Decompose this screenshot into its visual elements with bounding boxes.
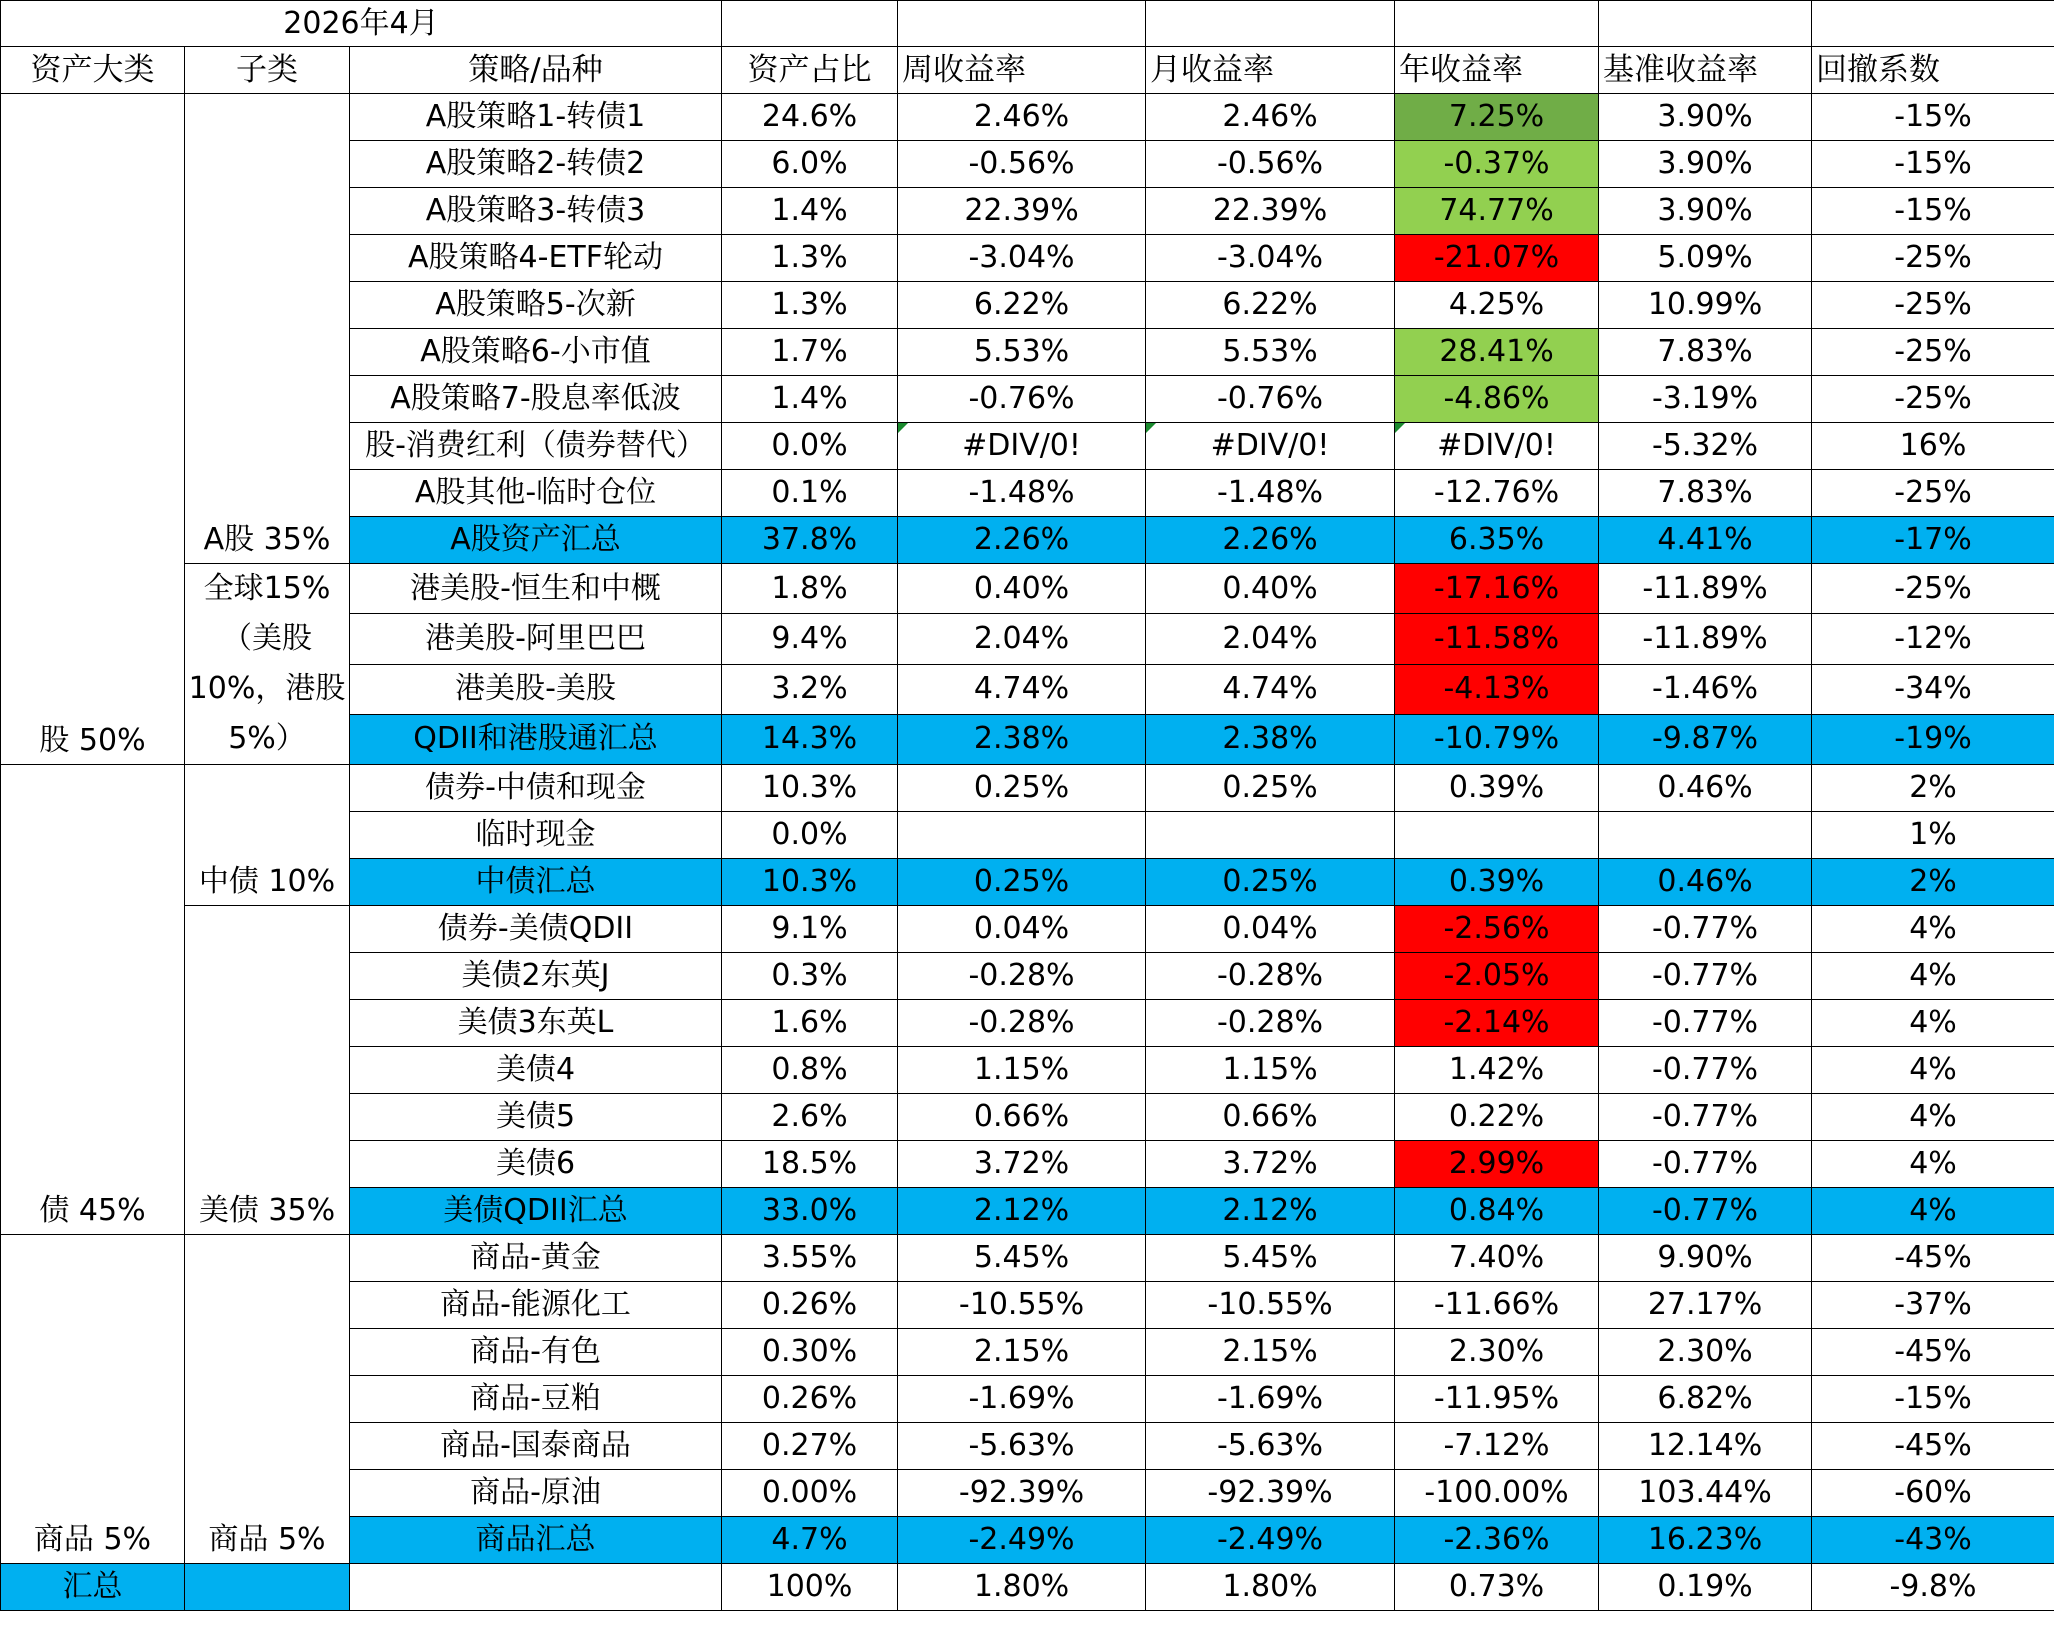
benchmark-return[interactable]: 16.23% — [1599, 1517, 1812, 1564]
benchmark-return[interactable]: 9.90% — [1599, 1235, 1812, 1282]
column-header[interactable]: 资产占比 — [722, 47, 898, 94]
strategy-name[interactable]: 股-消费红利（债券替代） — [350, 423, 722, 470]
table-row — [1, 1235, 2054, 1282]
annual-return[interactable] — [1395, 812, 1599, 859]
weekly-return[interactable]: -0.56% — [898, 141, 1146, 188]
annual-return[interactable]: -7.12% — [1395, 1423, 1599, 1470]
benchmark-return[interactable]: -0.77% — [1599, 1000, 1812, 1047]
benchmark-return[interactable]: 7.83% — [1599, 329, 1812, 376]
column-header[interactable]: 年收益率 — [1395, 47, 1599, 94]
monthly-return[interactable]: 2.04% — [1146, 614, 1395, 664]
strategy-name[interactable]: 美债6 — [350, 1141, 722, 1188]
weekly-return[interactable]: 4.74% — [898, 664, 1146, 714]
annual-return[interactable]: -21.07% — [1395, 235, 1599, 282]
table-row — [1, 94, 2054, 141]
asset-share[interactable]: 14.3% — [722, 714, 898, 764]
table-row — [1, 765, 2054, 812]
benchmark-return[interactable]: -5.32% — [1599, 423, 1812, 470]
subclass-cn-bond[interactable]: 中债 10% — [185, 765, 350, 906]
table-row — [1, 564, 2054, 614]
monthly-return[interactable]: 5.45% — [1146, 1235, 1395, 1282]
asset-share[interactable]: 33.0% — [722, 1188, 898, 1235]
subclass-global[interactable]: 全球15%（美股10%，港股5%） — [185, 564, 350, 765]
strategy-name[interactable]: A股策略5-次新 — [350, 282, 722, 329]
weekly-return[interactable]: 2.38% — [898, 714, 1146, 764]
annual-return[interactable]: -4.86% — [1395, 376, 1599, 423]
annual-return[interactable]: -0.37% — [1395, 141, 1599, 188]
drawdown-factor[interactable]: 4% — [1812, 1141, 2054, 1188]
asset-share[interactable]: 0.1% — [722, 470, 898, 517]
blank-cell[interactable] — [1599, 1, 1812, 47]
strategy-name[interactable]: A股资产汇总 — [350, 517, 722, 564]
monthly-return[interactable]: -0.56% — [1146, 141, 1395, 188]
annual-return[interactable]: -17.16% — [1395, 564, 1599, 614]
benchmark-return[interactable]: 2.30% — [1599, 1329, 1812, 1376]
weekly-return[interactable] — [898, 812, 1146, 859]
benchmark-return[interactable]: 0.46% — [1599, 765, 1812, 812]
asset-share[interactable]: 1.4% — [722, 376, 898, 423]
drawdown-factor[interactable]: -45% — [1812, 1235, 2054, 1282]
strategy-name[interactable]: 商品-能源化工 — [350, 1282, 722, 1329]
weekly-return[interactable]: 2.15% — [898, 1329, 1146, 1376]
asset-share[interactable]: 1.8% — [722, 564, 898, 614]
monthly-return[interactable] — [1146, 812, 1395, 859]
weekly-return[interactable]: 0.40% — [898, 564, 1146, 614]
annual-return[interactable]: -10.79% — [1395, 714, 1599, 764]
strategy-name[interactable]: 港美股-恒生和中概 — [350, 564, 722, 614]
weekly-return[interactable]: 2.26% — [898, 517, 1146, 564]
strategy-name[interactable]: 港美股-美股 — [350, 664, 722, 714]
benchmark-return[interactable]: -0.77% — [1599, 1094, 1812, 1141]
asset-share[interactable]: 1.3% — [722, 235, 898, 282]
monthly-return[interactable]: 22.39% — [1146, 188, 1395, 235]
asset-share[interactable]: 0.0% — [722, 423, 898, 470]
strategy-name[interactable]: 美债4 — [350, 1047, 722, 1094]
drawdown-factor[interactable]: -25% — [1812, 235, 2054, 282]
asset-share[interactable]: 6.0% — [722, 141, 898, 188]
weekly-return[interactable]: -2.49% — [898, 1517, 1146, 1564]
monthly-return[interactable]: -0.28% — [1146, 953, 1395, 1000]
blank-cell[interactable] — [1812, 1, 2054, 47]
monthly-return[interactable]: 0.04% — [1146, 906, 1395, 953]
benchmark-return[interactable]: 3.90% — [1599, 94, 1812, 141]
drawdown-factor[interactable]: -25% — [1812, 329, 2054, 376]
drawdown-factor[interactable]: -19% — [1812, 714, 2054, 764]
asset-share[interactable]: 0.27% — [722, 1423, 898, 1470]
monthly-return[interactable]: 2.38% — [1146, 714, 1395, 764]
weekly-return[interactable]: -1.48% — [898, 470, 1146, 517]
drawdown-factor[interactable]: -37% — [1812, 1282, 2054, 1329]
weekly-return[interactable]: -0.28% — [898, 953, 1146, 1000]
weekly-return[interactable]: 5.53% — [898, 329, 1146, 376]
monthly-return[interactable]: 2.12% — [1146, 1188, 1395, 1235]
weekly-return[interactable]: -5.63% — [898, 1423, 1146, 1470]
benchmark-return[interactable]: 3.90% — [1599, 188, 1812, 235]
monthly-return[interactable]: #DIV/0! — [1146, 423, 1395, 470]
column-header[interactable]: 回撤系数 — [1812, 47, 2054, 94]
annual-return[interactable]: 0.84% — [1395, 1188, 1599, 1235]
monthly-return[interactable]: 0.40% — [1146, 564, 1395, 614]
benchmark-return[interactable]: -1.46% — [1599, 664, 1812, 714]
asset-share[interactable]: 1.7% — [722, 329, 898, 376]
strategy-name[interactable]: A股策略4-ETF轮动 — [350, 235, 722, 282]
weekly-return[interactable]: 3.72% — [898, 1141, 1146, 1188]
benchmark-return[interactable]: 6.82% — [1599, 1376, 1812, 1423]
annual-return[interactable]: 7.40% — [1395, 1235, 1599, 1282]
monthly-return[interactable]: -92.39% — [1146, 1470, 1395, 1517]
asset-share[interactable]: 0.26% — [722, 1376, 898, 1423]
annual-return[interactable]: 2.30% — [1395, 1329, 1599, 1376]
asset-share[interactable]: 37.8% — [722, 517, 898, 564]
asset-share[interactable]: 10.3% — [722, 859, 898, 906]
monthly-return[interactable]: -0.28% — [1146, 1000, 1395, 1047]
weekly-return[interactable]: 2.46% — [898, 94, 1146, 141]
asset-class-bond[interactable]: 债 45% — [1, 765, 185, 1235]
annual-return[interactable]: -11.58% — [1395, 614, 1599, 664]
total-benchmark-return[interactable]: 0.19% — [1599, 1564, 1812, 1611]
drawdown-factor[interactable]: -60% — [1812, 1470, 2054, 1517]
strategy-name[interactable]: A股策略7-股息率低波 — [350, 376, 722, 423]
asset-share[interactable]: 1.4% — [722, 188, 898, 235]
blank-cell[interactable] — [722, 1, 898, 47]
benchmark-return[interactable]: -11.89% — [1599, 564, 1812, 614]
blank-cell[interactable] — [898, 1, 1146, 47]
annual-return[interactable]: -2.14% — [1395, 1000, 1599, 1047]
strategy-name[interactable]: 美债QDII汇总 — [350, 1188, 722, 1235]
benchmark-return[interactable]: 0.46% — [1599, 859, 1812, 906]
column-header[interactable]: 资产大类 — [1, 47, 185, 94]
asset-share[interactable]: 1.3% — [722, 282, 898, 329]
monthly-return[interactable]: 0.25% — [1146, 859, 1395, 906]
drawdown-factor[interactable]: 4% — [1812, 1000, 2054, 1047]
benchmark-return[interactable]: -0.77% — [1599, 906, 1812, 953]
annual-return[interactable]: #DIV/0! — [1395, 423, 1599, 470]
strategy-name[interactable]: A股策略1-转债1 — [350, 94, 722, 141]
drawdown-factor[interactable]: 4% — [1812, 1188, 2054, 1235]
monthly-return[interactable]: 2.46% — [1146, 94, 1395, 141]
strategy-name[interactable]: 债券-中债和现金 — [350, 765, 722, 812]
strategy-name[interactable]: 商品-豆粕 — [350, 1376, 722, 1423]
annual-return[interactable]: -12.76% — [1395, 470, 1599, 517]
strategy-name[interactable]: 商品-国泰商品 — [350, 1423, 722, 1470]
drawdown-factor[interactable]: -12% — [1812, 614, 2054, 664]
drawdown-factor[interactable]: 4% — [1812, 1094, 2054, 1141]
blank-cell[interactable] — [350, 1564, 722, 1611]
drawdown-factor[interactable]: -25% — [1812, 564, 2054, 614]
annual-return[interactable]: 74.77% — [1395, 188, 1599, 235]
drawdown-factor[interactable]: -15% — [1812, 141, 2054, 188]
total-monthly-return[interactable]: 1.80% — [1146, 1564, 1395, 1611]
annual-return[interactable]: 1.42% — [1395, 1047, 1599, 1094]
annual-return[interactable]: 0.22% — [1395, 1094, 1599, 1141]
monthly-return[interactable]: -3.04% — [1146, 235, 1395, 282]
strategy-name[interactable]: 债券-美债QDII — [350, 906, 722, 953]
benchmark-return[interactable]: -0.77% — [1599, 1141, 1812, 1188]
column-header[interactable]: 周收益率 — [898, 47, 1146, 94]
annual-return[interactable]: -2.56% — [1395, 906, 1599, 953]
weekly-return[interactable]: 1.15% — [898, 1047, 1146, 1094]
monthly-return[interactable]: 3.72% — [1146, 1141, 1395, 1188]
benchmark-return[interactable]: -0.77% — [1599, 1188, 1812, 1235]
monthly-return[interactable]: -0.76% — [1146, 376, 1395, 423]
annual-return[interactable]: -2.05% — [1395, 953, 1599, 1000]
drawdown-factor[interactable]: -25% — [1812, 470, 2054, 517]
annual-return[interactable]: 4.25% — [1395, 282, 1599, 329]
weekly-return[interactable]: 2.04% — [898, 614, 1146, 664]
table-row — [1, 906, 2054, 953]
column-header[interactable]: 月收益率 — [1146, 47, 1395, 94]
annual-return[interactable]: 6.35% — [1395, 517, 1599, 564]
blank-cell[interactable] — [1395, 1, 1599, 47]
weekly-return[interactable]: 0.04% — [898, 906, 1146, 953]
drawdown-factor[interactable]: -25% — [1812, 282, 2054, 329]
benchmark-return[interactable]: -9.87% — [1599, 714, 1812, 764]
weekly-return[interactable]: -1.69% — [898, 1376, 1146, 1423]
weekly-return[interactable]: -0.28% — [898, 1000, 1146, 1047]
drawdown-factor[interactable]: 2% — [1812, 765, 2054, 812]
asset-share[interactable]: 18.5% — [722, 1141, 898, 1188]
asset-share[interactable]: 0.30% — [722, 1329, 898, 1376]
strategy-name[interactable]: A股策略3-转债3 — [350, 188, 722, 235]
asset-share[interactable]: 9.4% — [722, 614, 898, 664]
weekly-return[interactable]: 5.45% — [898, 1235, 1146, 1282]
annual-return[interactable]: -100.00% — [1395, 1470, 1599, 1517]
benchmark-return[interactable]: -0.77% — [1599, 953, 1812, 1000]
date-label[interactable]: 2026年4月 — [1, 1, 722, 47]
drawdown-factor[interactable]: -15% — [1812, 188, 2054, 235]
annual-return[interactable]: 28.41% — [1395, 329, 1599, 376]
drawdown-factor[interactable]: -43% — [1812, 1517, 2054, 1564]
strategy-name[interactable]: 商品-有色 — [350, 1329, 722, 1376]
monthly-return[interactable]: 2.15% — [1146, 1329, 1395, 1376]
monthly-return[interactable]: -10.55% — [1146, 1282, 1395, 1329]
monthly-return[interactable]: 2.26% — [1146, 517, 1395, 564]
drawdown-factor[interactable]: 1% — [1812, 812, 2054, 859]
asset-class-stock[interactable]: 股 50% — [1, 94, 185, 765]
monthly-return[interactable]: 5.53% — [1146, 329, 1395, 376]
weekly-return[interactable]: 0.25% — [898, 859, 1146, 906]
drawdown-factor[interactable]: 4% — [1812, 1047, 2054, 1094]
strategy-name[interactable]: 商品-黄金 — [350, 1235, 722, 1282]
drawdown-factor[interactable]: -25% — [1812, 376, 2054, 423]
asset-share[interactable]: 3.55% — [722, 1235, 898, 1282]
monthly-return[interactable]: -1.48% — [1146, 470, 1395, 517]
annual-return[interactable]: 2.99% — [1395, 1141, 1599, 1188]
weekly-return[interactable]: 0.66% — [898, 1094, 1146, 1141]
weekly-return[interactable]: 0.25% — [898, 765, 1146, 812]
blank-cell[interactable] — [1146, 1, 1395, 47]
drawdown-factor[interactable]: -45% — [1812, 1329, 2054, 1376]
total-label[interactable]: 汇总 — [1, 1564, 185, 1611]
drawdown-factor[interactable]: 4% — [1812, 953, 2054, 1000]
strategy-name[interactable]: 美债5 — [350, 1094, 722, 1141]
weekly-return[interactable]: -3.04% — [898, 235, 1146, 282]
drawdown-factor[interactable]: 4% — [1812, 906, 2054, 953]
asset-share[interactable]: 24.6% — [722, 94, 898, 141]
benchmark-return[interactable]: 4.41% — [1599, 517, 1812, 564]
benchmark-return[interactable]: 103.44% — [1599, 1470, 1812, 1517]
drawdown-factor[interactable]: -15% — [1812, 94, 2054, 141]
benchmark-return[interactable]: -3.19% — [1599, 376, 1812, 423]
drawdown-factor[interactable]: -45% — [1812, 1423, 2054, 1470]
benchmark-return[interactable] — [1599, 812, 1812, 859]
weekly-return[interactable]: 22.39% — [898, 188, 1146, 235]
monthly-return[interactable]: -2.49% — [1146, 1517, 1395, 1564]
strategy-name[interactable]: 美债2东英J — [350, 953, 722, 1000]
blank-cell[interactable] — [185, 1564, 350, 1611]
monthly-return[interactable]: -1.69% — [1146, 1376, 1395, 1423]
monthly-return[interactable]: -5.63% — [1146, 1423, 1395, 1470]
column-header[interactable]: 基准收益率 — [1599, 47, 1812, 94]
drawdown-factor[interactable]: -17% — [1812, 517, 2054, 564]
monthly-return[interactable]: 0.66% — [1146, 1094, 1395, 1141]
strategy-name[interactable]: 美债3东英L — [350, 1000, 722, 1047]
asset-class-commodity[interactable]: 商品 5% — [1, 1235, 185, 1564]
subclass-us-bond[interactable]: 美债 35% — [185, 906, 350, 1235]
benchmark-return[interactable]: 10.99% — [1599, 282, 1812, 329]
strategy-name[interactable]: A股策略6-小市值 — [350, 329, 722, 376]
drawdown-factor[interactable]: -34% — [1812, 664, 2054, 714]
strategy-name[interactable]: 商品-原油 — [350, 1470, 722, 1517]
strategy-name[interactable]: QDII和港股通汇总 — [350, 714, 722, 764]
weekly-return[interactable]: 6.22% — [898, 282, 1146, 329]
benchmark-return[interactable]: -0.77% — [1599, 1047, 1812, 1094]
asset-share[interactable]: 0.3% — [722, 953, 898, 1000]
asset-share[interactable]: 0.0% — [722, 812, 898, 859]
asset-share[interactable]: 0.8% — [722, 1047, 898, 1094]
annual-return[interactable]: -4.13% — [1395, 664, 1599, 714]
asset-share[interactable]: 4.7% — [722, 1517, 898, 1564]
column-header[interactable]: 子类 — [185, 47, 350, 94]
asset-share[interactable]: 0.26% — [722, 1282, 898, 1329]
asset-share[interactable]: 3.2% — [722, 664, 898, 714]
column-header[interactable]: 策略/品种 — [350, 47, 722, 94]
benchmark-return[interactable]: 7.83% — [1599, 470, 1812, 517]
weekly-return[interactable]: -0.76% — [898, 376, 1146, 423]
total-row — [1, 1564, 2054, 1611]
total-drawdown-factor[interactable]: -9.8% — [1812, 1564, 2054, 1611]
drawdown-factor[interactable]: 2% — [1812, 859, 2054, 906]
asset-share[interactable]: 9.1% — [722, 906, 898, 953]
total-annual-return[interactable]: 0.73% — [1395, 1564, 1599, 1611]
total-weekly-return[interactable]: 1.80% — [898, 1564, 1146, 1611]
strategy-name[interactable]: 中债汇总 — [350, 859, 722, 906]
monthly-return[interactable]: 4.74% — [1146, 664, 1395, 714]
subclass-a-share[interactable]: A股 35% — [185, 94, 350, 564]
strategy-name[interactable]: A股策略2-转债2 — [350, 141, 722, 188]
asset-share[interactable]: 10.3% — [722, 765, 898, 812]
strategy-name[interactable]: 港美股-阿里巴巴 — [350, 614, 722, 664]
benchmark-return[interactable]: 3.90% — [1599, 141, 1812, 188]
weekly-return[interactable]: -92.39% — [898, 1470, 1146, 1517]
asset-share[interactable]: 0.00% — [722, 1470, 898, 1517]
benchmark-return[interactable]: 5.09% — [1599, 235, 1812, 282]
annual-return[interactable]: -2.36% — [1395, 1517, 1599, 1564]
annual-return[interactable]: -11.95% — [1395, 1376, 1599, 1423]
annual-return[interactable]: 7.25% — [1395, 94, 1599, 141]
drawdown-factor[interactable]: -15% — [1812, 1376, 2054, 1423]
annual-return[interactable]: 0.39% — [1395, 859, 1599, 906]
annual-return[interactable]: 0.39% — [1395, 765, 1599, 812]
subclass-commodity[interactable]: 商品 5% — [185, 1235, 350, 1564]
strategy-name[interactable]: A股其他-临时仓位 — [350, 470, 722, 517]
asset-share[interactable]: 2.6% — [722, 1094, 898, 1141]
weekly-return[interactable]: #DIV/0! — [898, 423, 1146, 470]
strategy-name[interactable]: 商品汇总 — [350, 1517, 722, 1564]
weekly-return[interactable]: 2.12% — [898, 1188, 1146, 1235]
monthly-return[interactable]: 1.15% — [1146, 1047, 1395, 1094]
total-share[interactable]: 100% — [722, 1564, 898, 1611]
benchmark-return[interactable]: 12.14% — [1599, 1423, 1812, 1470]
monthly-return[interactable]: 6.22% — [1146, 282, 1395, 329]
annual-return[interactable]: -11.66% — [1395, 1282, 1599, 1329]
asset-share[interactable]: 1.6% — [722, 1000, 898, 1047]
strategy-name[interactable]: 临时现金 — [350, 812, 722, 859]
benchmark-return[interactable]: -11.89% — [1599, 614, 1812, 664]
drawdown-factor[interactable]: 16% — [1812, 423, 2054, 470]
benchmark-return[interactable]: 27.17% — [1599, 1282, 1812, 1329]
monthly-return[interactable]: 0.25% — [1146, 765, 1395, 812]
weekly-return[interactable]: -10.55% — [898, 1282, 1146, 1329]
